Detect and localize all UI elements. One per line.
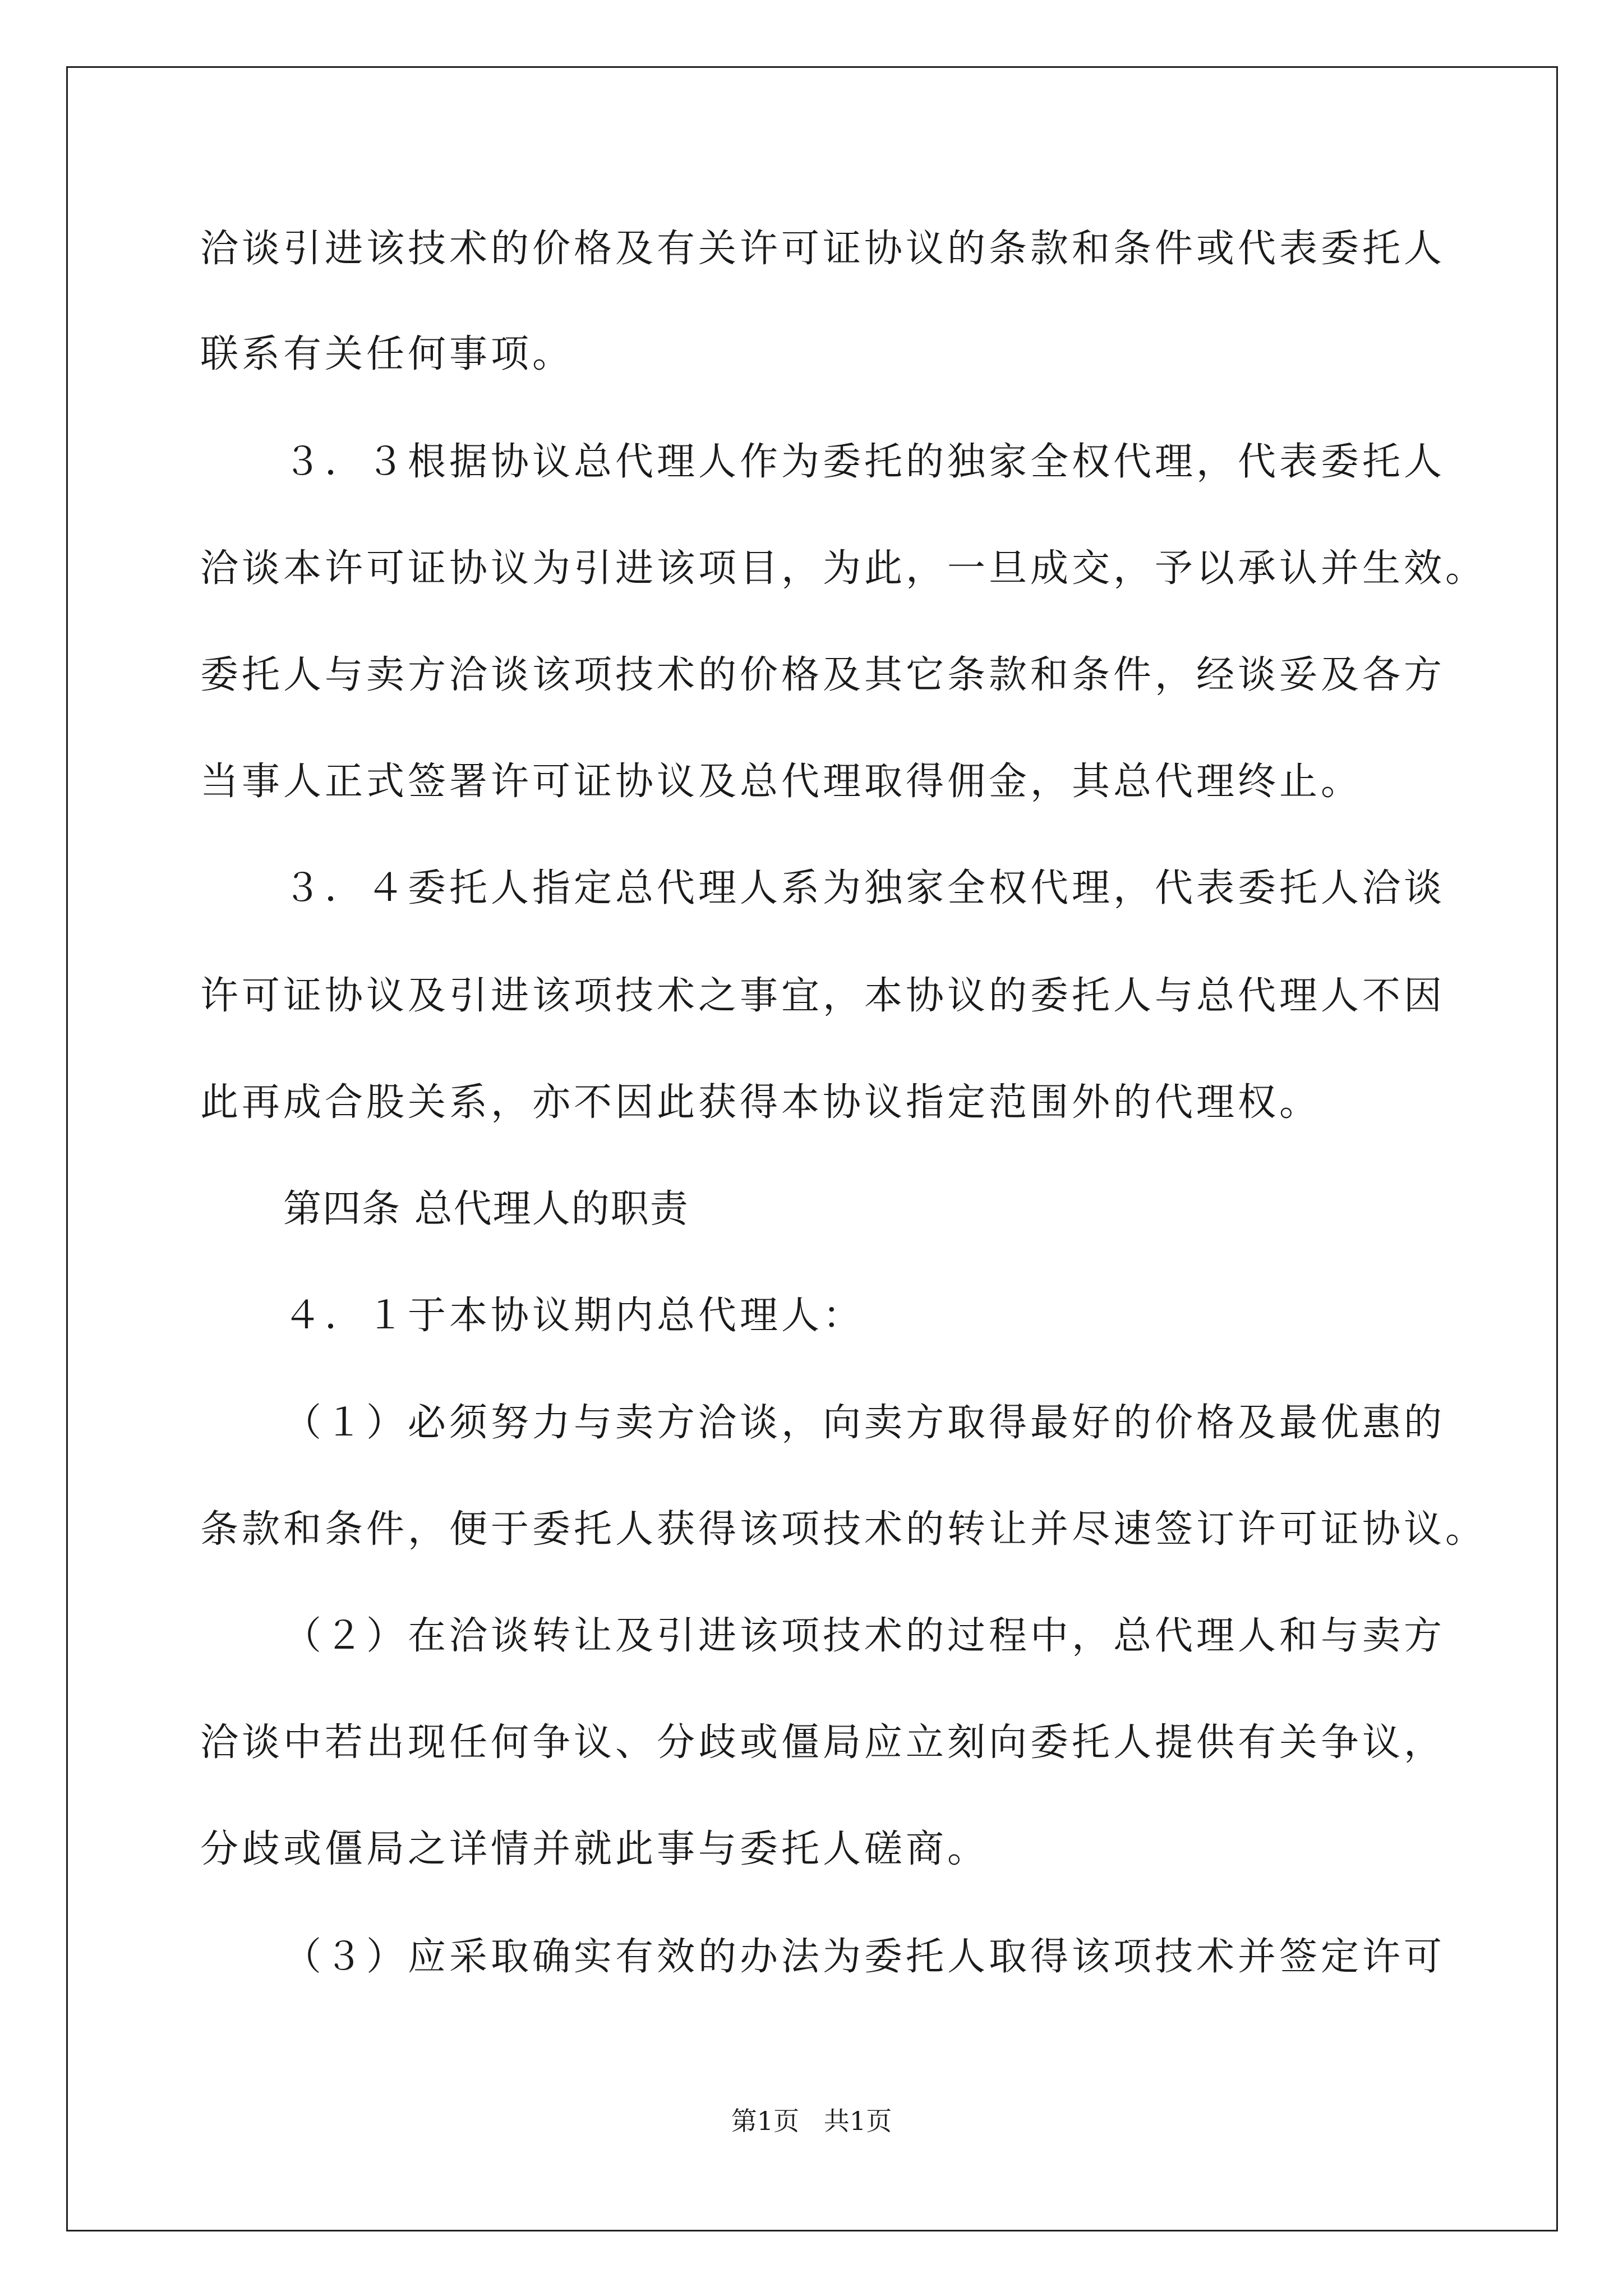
text-line: （３）应采取确实有效的办法为委托人取得该项技术并签定许可: [283, 1935, 1446, 1979]
page-border: [66, 66, 1558, 2231]
page-number-footer: 第1页 共1页: [731, 2106, 892, 2136]
section-heading: 第四条 总代理人的职责: [283, 1187, 689, 1231]
text-line: 当事人正式签署许可证协议及总代理取得佣金，其总代理终止。: [200, 760, 1363, 804]
text-line: 委托人与卖方洽谈该项技术的价格及其它条款和条件，经谈妥及各方: [200, 653, 1446, 697]
text-line: 洽谈中若出现任何争议、分歧或僵局应立刻向委托人提供有关争议，: [200, 1720, 1446, 1765]
text-line: ３．３根据协议总代理人作为委托的独家全权代理，代表委托人: [283, 440, 1446, 484]
text-line: 联系有关任何事项。: [200, 332, 574, 376]
text-line: （２）在洽谈转让及引进该项技术的过程中，总代理人和与卖方: [283, 1614, 1446, 1658]
text-line: 许可证协议及引进该项技术之事宜，本协议的委托人与总代理人不因: [200, 974, 1446, 1018]
text-line: 洽谈引进该技术的价格及有关许可证协议的条款和条件或代表委托人: [200, 227, 1446, 271]
text-line: （１）必须努力与卖方洽谈，向卖方取得最好的价格及最优惠的: [283, 1401, 1446, 1445]
text-line: 条款和条件，便于委托人获得该项技术的转让并尽速签订许可证协议。: [200, 1507, 1487, 1552]
text-line: ４．１于本协议期内总代理人：: [283, 1294, 865, 1338]
text-line: 此再成合股关系，亦不因此获得本协议指定范围外的代理权。: [200, 1080, 1321, 1125]
text-line: 分歧或僵局之详情并就此事与委托人磋商。: [200, 1827, 989, 1871]
text-line: 洽谈本许可证协议为引进该项目，为此，一旦成交，予以承认并生效。: [200, 546, 1487, 591]
text-line: ３．４委托人指定总代理人系为独家全权代理，代表委托人洽谈: [283, 866, 1446, 910]
